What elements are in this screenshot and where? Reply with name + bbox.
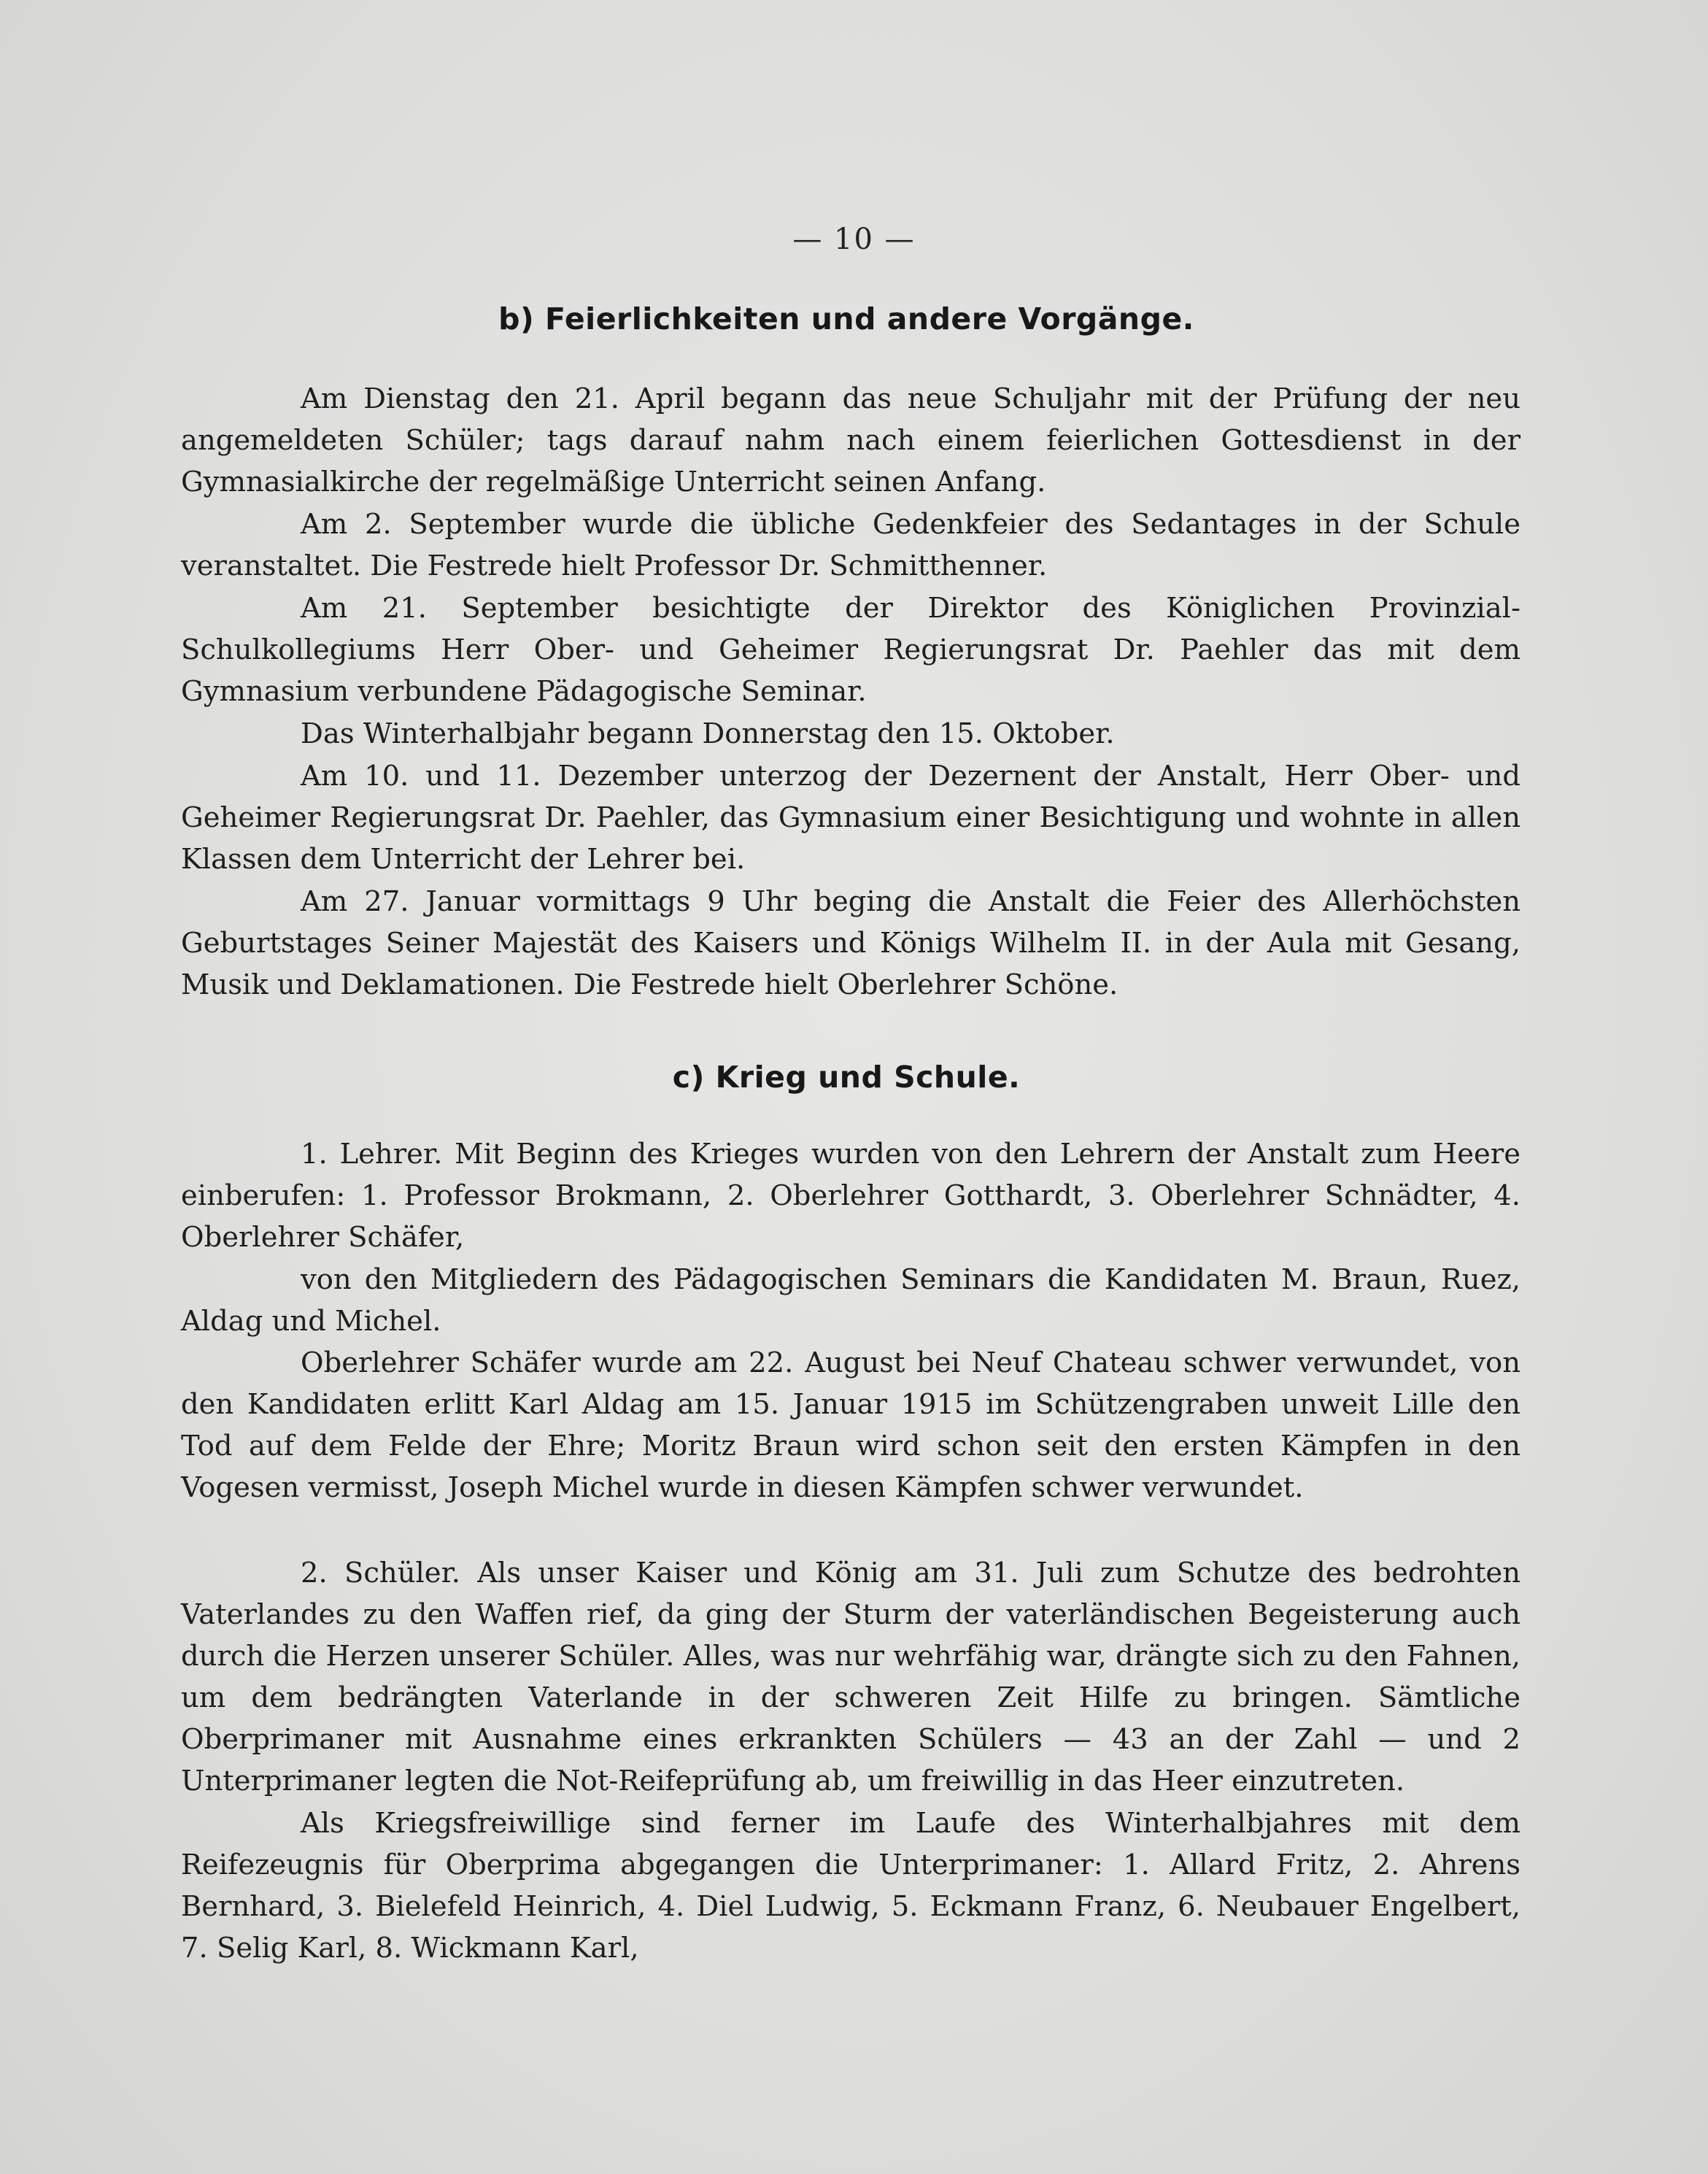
- section-b-heading: b) Feierlichkeiten und andere Vorgänge.: [498, 301, 1194, 336]
- paragraph-students-volunteer: 2. Schüler. Als unser Kaiser und König am 31. Juli zum Schutze des bedrohten Vaterlandes zu den Waffen rief, da ging der Sturm der vaterländischen Begeisterung auch durch die Herzen unserer Schüler. Alles, was nur wehrfähig war, drängte sich zu den Fahnen, um dem bedrängten Vaterlande in der schweren Zeit Hilfe zu bringen. Sämtliche Oberprimaner mit Ausnahme eines erkrankten Schülers — 43 an der Zahl — und 2 Unterprimaner legten die Not-Reifeprüfung ab, um freiwillig in das Heer einzutreten.: [181, 1557, 1520, 1797]
- page-number: — 10 —: [792, 223, 916, 256]
- paragraph-sedan-day: Am 2. September wurde die übliche Gedenkfeier des Sedantages in der Schule veranstaltet. Die Festrede hielt Professor Dr. Schmitthenner.: [181, 508, 1520, 582]
- paragraph-winter-term: Das Winterhalbjahr begann Donnerstag den 15. Oktober.: [301, 717, 1115, 750]
- paragraph-school-year-start: Am Dienstag den 21. April begann das neue Schuljahr mit der Prüfung der neu angemeldeten Schüler; tags darauf nahm nach einem feierlichen Gottesdienst in der Gymnasialkirche der regelmäßige Unterricht seinen Anfang.: [181, 382, 1520, 498]
- paragraph-december-inspection: Am 10. und 11. Dezember unterzog der Dezernent der Anstalt, Herr Ober- und Geheimer Regierungsrat Dr. Paehler, das Gymnasium einer Besichtigung und wohnte in allen Klassen dem Unterricht der Lehrer bei.: [181, 760, 1520, 876]
- paragraph-casualties: Oberlehrer Schäfer wurde am 22. August bei Neuf Chateau schwer verwundet, von den Kandidaten erlitt Karl Aldag am 15. Januar 1915 im Schützengraben unweit Lille den Tod auf dem Felde der Ehre; Moritz Braun wird schon seit den ersten Kämpfen in den Vogesen vermisst, Joseph Michel wurde in diesen Kämpfen schwer verwundet.: [181, 1346, 1520, 1504]
- paragraph-seminar-inspection: Am 21. September besichtigte der Direktor des Königlichen Provinzial-Schulkollegiums Herr Ober- und Geheimer Regierungsrat Dr. Paehler das mit dem Gymnasium verbundene Pädagogische Seminar.: [181, 592, 1520, 708]
- paragraph-seminar-candidates: von den Mitgliedern des Pädagogischen Seminars die Kandidaten M. Braun, Ruez, Aldag und Michel.: [181, 1263, 1520, 1338]
- section-c-heading: c) Krieg und Schule.: [672, 1060, 1021, 1095]
- paragraph-teachers-drafted: 1. Lehrer. Mit Beginn des Krieges wurden von den Lehrern der Anstalt zum Heere einberufen: 1. Professor Brokmann, 2. Oberlehrer Gotthardt, 3. Oberlehrer Schnädter, 4. Oberlehrer Schäfer,: [181, 1138, 1520, 1254]
- paragraph-volunteer-list: Als Kriegsfreiwillige sind ferner im Laufe des Winterhalbjahres mit dem Reifezeugnis für Oberprima abgegangen die Unterprimaner: 1. Allard Fritz, 2. Ahrens Bernhard, 3. Bielefeld Heinrich, 4. Diel Ludwig, 5. Eckmann Franz, 6. Neubauer Engelbert, 7. Selig Karl, 8. Wickmann Karl,: [181, 1807, 1520, 1965]
- paragraph-kaiser-birthday: Am 27. Januar vormittags 9 Uhr beging die Anstalt die Feier des Allerhöchsten Geburtstages Seiner Majestät des Kaisers und Königs Wilhelm II. in der Aula mit Gesang, Musik und Deklamationen. Die Festrede hielt Oberlehrer Schöne.: [181, 885, 1520, 1001]
